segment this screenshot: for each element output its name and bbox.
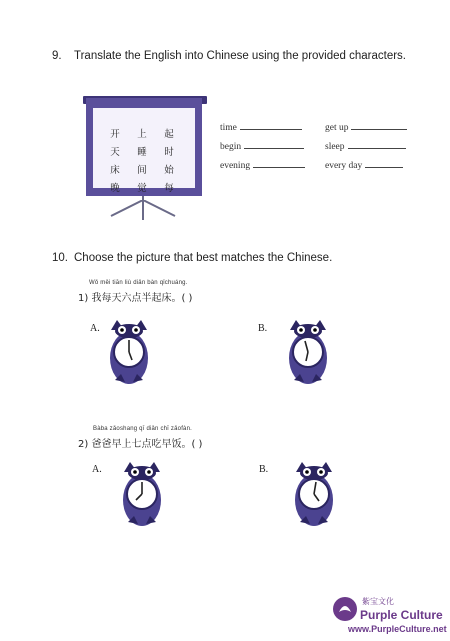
owl-clock-picture-1b[interactable]: [282, 318, 334, 388]
q10-number: 10.: [52, 252, 68, 264]
vocab-word: begin: [220, 142, 242, 152]
item2-option-a-label[interactable]: A.: [92, 464, 102, 475]
board-char: 床: [110, 165, 120, 176]
board-char: 时: [164, 147, 174, 158]
board-char: 始: [164, 165, 174, 176]
board-characters: [106, 126, 187, 194]
q10-title: Choose the picture that best matches the Chinese.: [74, 252, 333, 264]
owl-clock-icon: [110, 320, 148, 384]
board-char: 开: [110, 129, 120, 140]
vocab-right-column: [325, 121, 407, 178]
answer-blank[interactable]: [253, 159, 305, 168]
owl-clock-icon: [289, 320, 327, 384]
board-char: 上: [137, 129, 147, 140]
purple-culture-logo-icon: [332, 596, 358, 622]
owl-clock-picture-2a[interactable]: [116, 460, 168, 530]
item2-pinyin: Bàba zǎoshang qī diǎn chī zǎofàn.: [93, 426, 193, 432]
answer-blank[interactable]: [351, 121, 407, 130]
owl-clock-picture-1a[interactable]: [103, 318, 155, 388]
vocab-item: [220, 140, 305, 159]
board-stand-legs-icon: [108, 200, 178, 220]
watermark-brand-en: Purple Culture: [360, 608, 443, 622]
watermark-url[interactable]: www.PurpleCulture.net: [348, 624, 447, 634]
vocab-word: sleep: [325, 142, 345, 152]
q10-heading: [52, 252, 332, 264]
item1-sentence: 1) 我每天六点半起床。( ): [78, 293, 193, 304]
vocab-item: [220, 159, 305, 178]
board-char: 睡: [137, 147, 147, 158]
vocab-item: [220, 121, 305, 140]
vocab-word: get up: [325, 123, 349, 133]
board-char: 晚: [110, 183, 120, 194]
item1-option-b-label[interactable]: B.: [258, 323, 268, 334]
answer-blank[interactable]: [348, 140, 406, 149]
board-char: 天: [110, 147, 120, 158]
board-char: 起: [164, 129, 174, 140]
owl-clock-icon: [295, 462, 333, 526]
q9-number: 9.: [52, 50, 62, 62]
answer-blank[interactable]: [244, 140, 304, 149]
vocab-word: every day: [325, 161, 363, 171]
item2-sentence: 2) 爸爸早上七点吃早饭。( ): [78, 439, 203, 450]
board-char: 间: [137, 165, 147, 176]
answer-blank[interactable]: [240, 121, 302, 130]
board-char: 每: [164, 183, 174, 194]
vocab-item: [325, 159, 407, 178]
vocab-word: time: [220, 123, 237, 133]
vocab-item: [325, 121, 407, 140]
watermark-brand-cn: 紫宝文化: [362, 597, 394, 606]
q9-title: Translate the English into Chinese using the provided characters.: [74, 50, 406, 62]
answer-blank[interactable]: [365, 159, 403, 168]
q9-heading: [52, 50, 406, 62]
owl-clock-icon: [123, 462, 161, 526]
item1-pinyin: Wǒ měi tiān liù diǎn bàn qǐchuáng.: [89, 280, 188, 286]
board-char: 觉: [137, 183, 147, 194]
vocab-word: evening: [220, 161, 251, 171]
owl-clock-picture-2b[interactable]: [288, 460, 340, 530]
vocab-left-column: [220, 121, 305, 178]
vocab-item: [325, 140, 407, 159]
item2-option-b-label[interactable]: B.: [259, 464, 269, 475]
item1-option-a-label[interactable]: A.: [90, 323, 100, 334]
